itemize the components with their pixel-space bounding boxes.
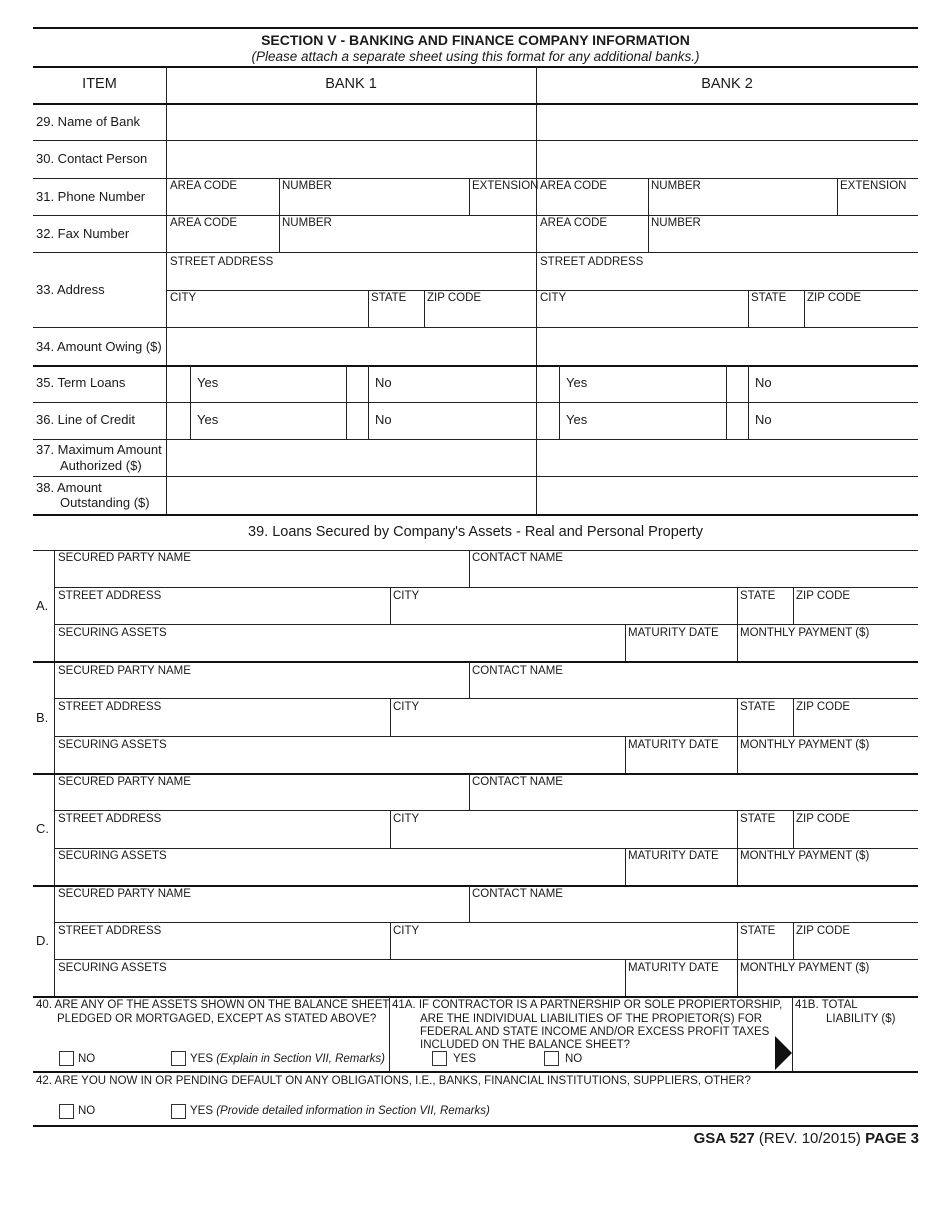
bank2-max-amount-input[interactable] xyxy=(537,440,917,476)
item-header: ITEM xyxy=(82,76,117,92)
item-line-of-credit: 36. Line of Credit xyxy=(36,412,136,427)
q41b-text-1: 41B. TOTAL xyxy=(795,999,858,1011)
bank2-zip-code[interactable]: ZIP CODE xyxy=(807,292,862,304)
q40-yes-label: YES (Explain in Section VII, Remarks) xyxy=(190,1053,385,1065)
bank1-max-amount-input[interactable] xyxy=(167,440,535,476)
d-monthly-payment[interactable]: MONTHLY PAYMENT ($) xyxy=(740,962,870,974)
d-zip-code[interactable]: ZIP CODE xyxy=(796,925,851,937)
c-city[interactable]: CITY xyxy=(393,813,420,825)
bank2-line-of-credit-yes-box[interactable] xyxy=(537,403,559,439)
section-subtitle: (Please attach a separate sheet using this format for any additional banks.) xyxy=(251,49,700,64)
bank1-line-of-credit-no: No xyxy=(375,412,392,427)
item-max-amount-2: Authorized ($) xyxy=(60,458,142,473)
d-secured-party-name[interactable]: SECURED PARTY NAME xyxy=(58,888,191,900)
d-contact-name[interactable]: CONTACT NAME xyxy=(472,888,563,900)
q40-no-label: NO xyxy=(78,1053,96,1065)
c-contact-name[interactable]: CONTACT NAME xyxy=(472,776,563,788)
bank2-state[interactable]: STATE xyxy=(751,292,787,304)
loan-block-d-label: D. xyxy=(36,933,49,948)
b-zip-code[interactable]: ZIP CODE xyxy=(796,701,851,713)
bank1-street-address[interactable]: STREET ADDRESS xyxy=(170,256,274,268)
loan-block-a-label: A. xyxy=(36,598,49,613)
item-fax-number: 32. Fax Number xyxy=(36,226,130,241)
bank1-amount-owing-input[interactable] xyxy=(167,328,535,364)
bank1-outstanding-input[interactable] xyxy=(167,477,535,513)
q41a-no-label: NO xyxy=(565,1053,583,1065)
bank2-phone-area-code[interactable]: AREA CODE xyxy=(540,180,608,192)
b-state[interactable]: STATE xyxy=(740,701,776,713)
q41a-text-4: INCLUDED ON THE BALANCE SHEET? xyxy=(420,1039,631,1051)
bank2-fax-number[interactable]: NUMBER xyxy=(651,217,701,229)
a-state[interactable]: STATE xyxy=(740,590,776,602)
bank1-contact-input[interactable] xyxy=(167,141,535,177)
bank1-term-loans-no-box[interactable] xyxy=(347,366,368,402)
b-securing-assets[interactable]: SECURING ASSETS xyxy=(58,739,167,751)
c-securing-assets[interactable]: SECURING ASSETS xyxy=(58,850,167,862)
q40-text-1: 40. ARE ANY OF THE ASSETS SHOWN ON THE BALANCE SHEET xyxy=(36,999,390,1011)
c-maturity-date[interactable]: MATURITY DATE xyxy=(628,850,719,862)
bank2-contact-input[interactable] xyxy=(537,141,917,177)
item-amount-outstanding: 38. Amount xyxy=(36,480,102,495)
bank1-fax-number[interactable]: NUMBER xyxy=(282,217,332,229)
bank1-state[interactable]: STATE xyxy=(371,292,407,304)
bank1-phone-area-code[interactable]: AREA CODE xyxy=(170,180,238,192)
bank1-term-loans-yes: Yes xyxy=(197,375,219,390)
bank2-phone-number[interactable]: NUMBER xyxy=(651,180,701,192)
bank1-phone-extension[interactable]: EXTENSION xyxy=(472,180,539,192)
b-monthly-payment[interactable]: MONTHLY PAYMENT ($) xyxy=(740,739,870,751)
q42-no-label: NO xyxy=(78,1105,96,1117)
q41a-no-checkbox[interactable] xyxy=(544,1051,559,1066)
bank2-city[interactable]: CITY xyxy=(540,292,567,304)
item-max-amount: 37. Maximum Amount xyxy=(36,442,162,457)
a-secured-party-name[interactable]: SECURED PARTY NAME xyxy=(58,552,191,564)
a-city[interactable]: CITY xyxy=(393,590,420,602)
bank2-street-address[interactable]: STREET ADDRESS xyxy=(540,256,644,268)
d-city[interactable]: CITY xyxy=(393,925,420,937)
bank2-term-loans-yes-box[interactable] xyxy=(537,366,559,402)
page-footer: GSA 527 (REV. 10/2015) PAGE 3 xyxy=(693,1130,919,1147)
q42-yes-checkbox[interactable] xyxy=(171,1104,186,1119)
a-securing-assets[interactable]: SECURING ASSETS xyxy=(58,627,167,639)
bank2-term-loans-no: No xyxy=(755,375,772,390)
q42-no-checkbox[interactable] xyxy=(59,1104,74,1119)
bank1-term-loans-no: No xyxy=(375,375,392,390)
item-contact-person: 30. Contact Person xyxy=(36,151,148,166)
q42-text: 42. ARE YOU NOW IN OR PENDING DEFAULT ON ANY OBLIGATIONS, I.E., BANKS, FINANCIAL INSTITUTIONS, SUPPLIERS, OTHER? xyxy=(36,1075,751,1087)
q42-yes-label: YES (Provide detailed information in Section VII, Remarks) xyxy=(190,1105,490,1117)
bank2-amount-owing-input[interactable] xyxy=(537,328,917,364)
d-maturity-date[interactable]: MATURITY DATE xyxy=(628,962,719,974)
bank2-term-loans-yes: Yes xyxy=(566,375,588,390)
arrow-right-icon xyxy=(775,1036,792,1070)
q41a-text-2: ARE THE INDIVIDUAL LIABILITIES OF THE PROPIETOR(S) FOR xyxy=(420,1013,763,1025)
loan-block-c-label: C. xyxy=(36,821,49,836)
bank2-term-loans-no-box[interactable] xyxy=(727,366,748,402)
c-monthly-payment[interactable]: MONTHLY PAYMENT ($) xyxy=(740,850,870,862)
bank2-line-of-credit-no-box[interactable] xyxy=(727,403,748,439)
a-zip-code[interactable]: ZIP CODE xyxy=(796,590,851,602)
d-state[interactable]: STATE xyxy=(740,925,776,937)
b-street-address[interactable]: STREET ADDRESS xyxy=(58,701,162,713)
c-street-address[interactable]: STREET ADDRESS xyxy=(58,813,162,825)
c-zip-code[interactable]: ZIP CODE xyxy=(796,813,851,825)
a-monthly-payment[interactable]: MONTHLY PAYMENT ($) xyxy=(740,627,870,639)
loans-heading: 39. Loans Secured by Company's Assets - Real and Personal Property xyxy=(248,524,703,540)
bank1-line-of-credit-no-box[interactable] xyxy=(347,403,368,439)
q40-yes-checkbox[interactable] xyxy=(171,1051,186,1066)
item-phone-number: 31. Phone Number xyxy=(36,189,146,204)
d-securing-assets[interactable]: SECURING ASSETS xyxy=(58,962,167,974)
d-street-address[interactable]: STREET ADDRESS xyxy=(58,925,162,937)
item-address: 33. Address xyxy=(36,282,105,297)
item-name-of-bank: 29. Name of Bank xyxy=(36,114,141,129)
q41b-text-2: LIABILITY ($) xyxy=(826,1013,896,1025)
a-street-address[interactable]: STREET ADDRESS xyxy=(58,590,162,602)
q41a-text-1: 41A. IF CONTRACTOR IS A PARTNERSHIP OR SOLE PROPIERTORSHIP, xyxy=(392,999,783,1011)
b-secured-party-name[interactable]: SECURED PARTY NAME xyxy=(58,665,191,677)
b-maturity-date[interactable]: MATURITY DATE xyxy=(628,739,719,751)
b-city[interactable]: CITY xyxy=(393,701,420,713)
q41a-yes-checkbox[interactable] xyxy=(432,1051,447,1066)
bank1-line-of-credit-yes: Yes xyxy=(197,412,219,427)
item-amount-owing: 34. Amount Owing ($) xyxy=(36,339,162,354)
item-term-loans: 35. Term Loans xyxy=(36,375,126,390)
bank1-city[interactable]: CITY xyxy=(170,292,197,304)
q41a-text-3: FEDERAL AND STATE INCOME AND/OR EXCESS PROFIT TAXES xyxy=(420,1026,770,1038)
c-state[interactable]: STATE xyxy=(740,813,776,825)
a-maturity-date[interactable]: MATURITY DATE xyxy=(628,627,719,639)
bank1-fax-area-code[interactable]: AREA CODE xyxy=(170,217,238,229)
bank1-name-input[interactable] xyxy=(167,104,535,139)
bank2-header: BANK 2 xyxy=(701,76,753,92)
bank2-line-of-credit-no: No xyxy=(755,412,772,427)
c-secured-party-name[interactable]: SECURED PARTY NAME xyxy=(58,776,191,788)
bank1-term-loans-yes-box[interactable] xyxy=(167,366,190,402)
bank1-line-of-credit-yes-box[interactable] xyxy=(167,403,190,439)
q40-text-2: PLEDGED OR MORTGAGED, EXCEPT AS STATED ABOVE? xyxy=(57,1013,377,1025)
bank2-phone-extension[interactable]: EXTENSION xyxy=(840,180,907,192)
bank1-zip-code[interactable]: ZIP CODE xyxy=(427,292,482,304)
bank2-outstanding-input[interactable] xyxy=(537,477,917,513)
item-amount-outstanding-2: Outstanding ($) xyxy=(60,495,150,510)
q41b-total-liability-input[interactable] xyxy=(793,1028,917,1070)
q41a-yes-label: YES xyxy=(453,1053,477,1065)
loan-block-b-label: B. xyxy=(36,710,49,725)
bank2-name-input[interactable] xyxy=(537,104,917,139)
bank2-fax-area-code[interactable]: AREA CODE xyxy=(540,217,608,229)
bank1-phone-number[interactable]: NUMBER xyxy=(282,180,332,192)
a-contact-name[interactable]: CONTACT NAME xyxy=(472,552,563,564)
section-title: SECTION V - BANKING AND FINANCE COMPANY INFORMATION xyxy=(261,32,690,48)
bank2-line-of-credit-yes: Yes xyxy=(566,412,588,427)
b-contact-name[interactable]: CONTACT NAME xyxy=(472,665,563,677)
bank1-header: BANK 1 xyxy=(325,76,377,92)
q40-no-checkbox[interactable] xyxy=(59,1051,74,1066)
